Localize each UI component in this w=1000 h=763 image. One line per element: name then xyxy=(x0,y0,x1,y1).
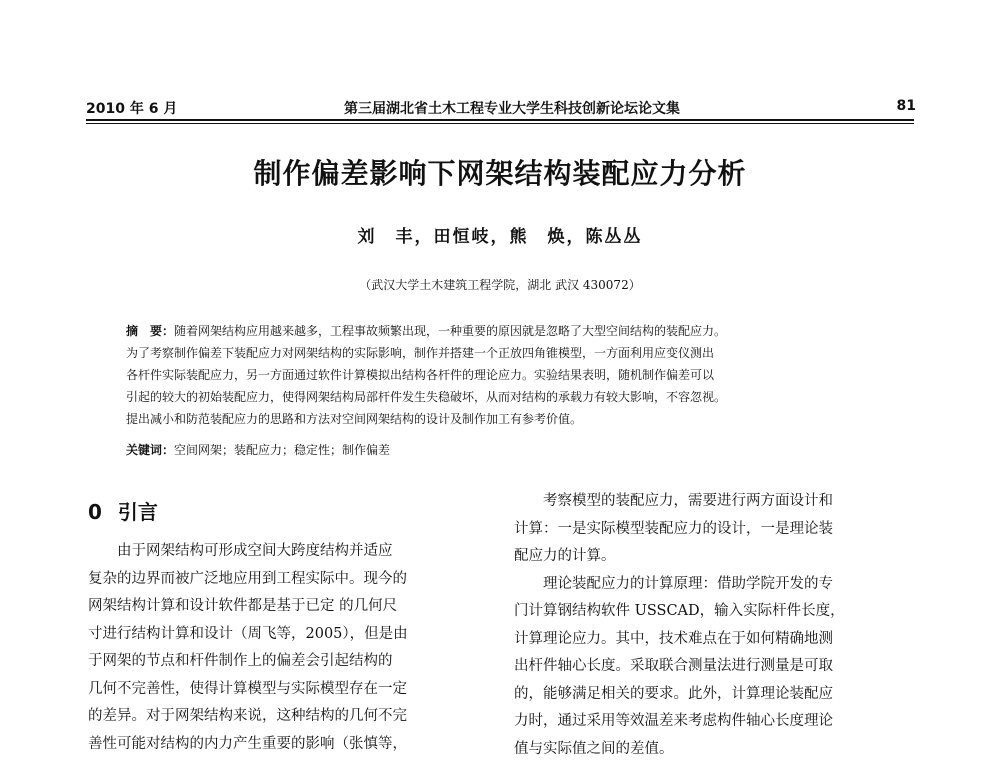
body-line: 力时，通过采用等效温差来考虑构件轴心长度理论 xyxy=(514,708,914,736)
body-line: 出杆件轴心长度。采取联合测量法进行测量是可取 xyxy=(514,653,914,681)
left-column xyxy=(88,538,498,758)
body-line: 理论装配应力的计算原理：借助学院开发的专 xyxy=(514,571,914,599)
header-rule-thin xyxy=(86,123,914,124)
author-list: 刘 丰，田恒岐，熊 焕，陈丛丛 xyxy=(86,222,914,247)
abstract-line: 为了考察制作偏差下装配应力对网架结构的实际影响，制作并搭建一个正放四角锥模型，一方面利用应变仪测出 xyxy=(126,342,878,364)
body-line: 的差异。对于网架结构来说，这种结构的几何不完 xyxy=(88,703,498,731)
body-line: 复杂的边界而被广泛地应用到工程实际中。现今的 xyxy=(88,566,498,594)
body-line: 于网架的节点和杆件制作上的偏差会引起结构的 xyxy=(88,648,498,676)
keywords-text: 空间网架；装配应力；稳定性；制作偏差 xyxy=(174,443,390,457)
section-title: 引言 xyxy=(118,500,158,524)
header-page-number: 81 xyxy=(897,98,916,114)
abstract-line xyxy=(126,320,878,342)
section-heading xyxy=(88,496,158,525)
header-journal-title: 第三届湖北省土木工程专业大学生科技创新论坛论文集 xyxy=(344,98,680,118)
affiliation: （武汉大学土木建筑工程学院，湖北 武汉 430072） xyxy=(86,276,914,293)
section-number: 0 xyxy=(88,500,102,524)
body-line: 由于网架结构可形成空间大跨度结构并适应 xyxy=(88,538,498,566)
body-line: 值与实际值之间的差值。 xyxy=(514,736,914,763)
abstract-text: 随着网架结构应用越来越多，工程事故频繁出现，一种重要的原因就是忽略了大型空间结构的装配应力。 xyxy=(174,324,726,338)
header-rule-thick xyxy=(86,119,914,121)
body-line: 网架结构计算和设计软件都是基于已定 的几何尺 xyxy=(88,593,498,621)
abstract-line: 引起的较大的初始装配应力，使得网架结构局部杆件发生失稳破坏，从而对结构的承载力有较大影响，不容忽视。 xyxy=(126,386,878,408)
abstract-label: 摘 要： xyxy=(126,324,174,338)
keywords-label: 关键词： xyxy=(126,443,174,457)
abstract-line: 各杆件实际装配应力，另一方面通过软件计算模拟出结构各杆件的理论应力。实验结果表明，随机制作偏差可以 xyxy=(126,364,878,386)
body-line: 计算：一是实际模型装配应力的设计，一是理论装 xyxy=(514,516,914,544)
body-line: 考察模型的装配应力，需要进行两方面设计和 xyxy=(514,488,914,516)
body-line: 配应力的计算。 xyxy=(514,543,914,571)
body-line: 计算理论应力。其中，技术难点在于如何精确地测 xyxy=(514,626,914,654)
body-line: 寸进行结构计算和设计（周飞等，2005），但是由 xyxy=(88,621,498,649)
body-line: 门计算钢结构软件 USSCAD，输入实际杆件长度， xyxy=(514,598,914,626)
abstract xyxy=(126,320,878,430)
paper-title: 制作偏差影响下网架结构装配应力分析 xyxy=(86,152,914,192)
body-line: 善性可能对结构的内力产生重要的影响（张慎等， xyxy=(88,731,498,759)
body-line: 几何不完善性，使得计算模型与实际模型存在一定 xyxy=(88,676,498,704)
header-date: 2010 年 6 月 xyxy=(86,98,177,118)
abstract-line: 提出减小和防范装配应力的思路和方法对空间网架结构的设计及制作加工有参考价值。 xyxy=(126,408,878,430)
right-column xyxy=(514,488,914,763)
body-line: 的，能够满足相关的要求。此外，计算理论装配应 xyxy=(514,681,914,709)
keywords xyxy=(126,441,878,458)
